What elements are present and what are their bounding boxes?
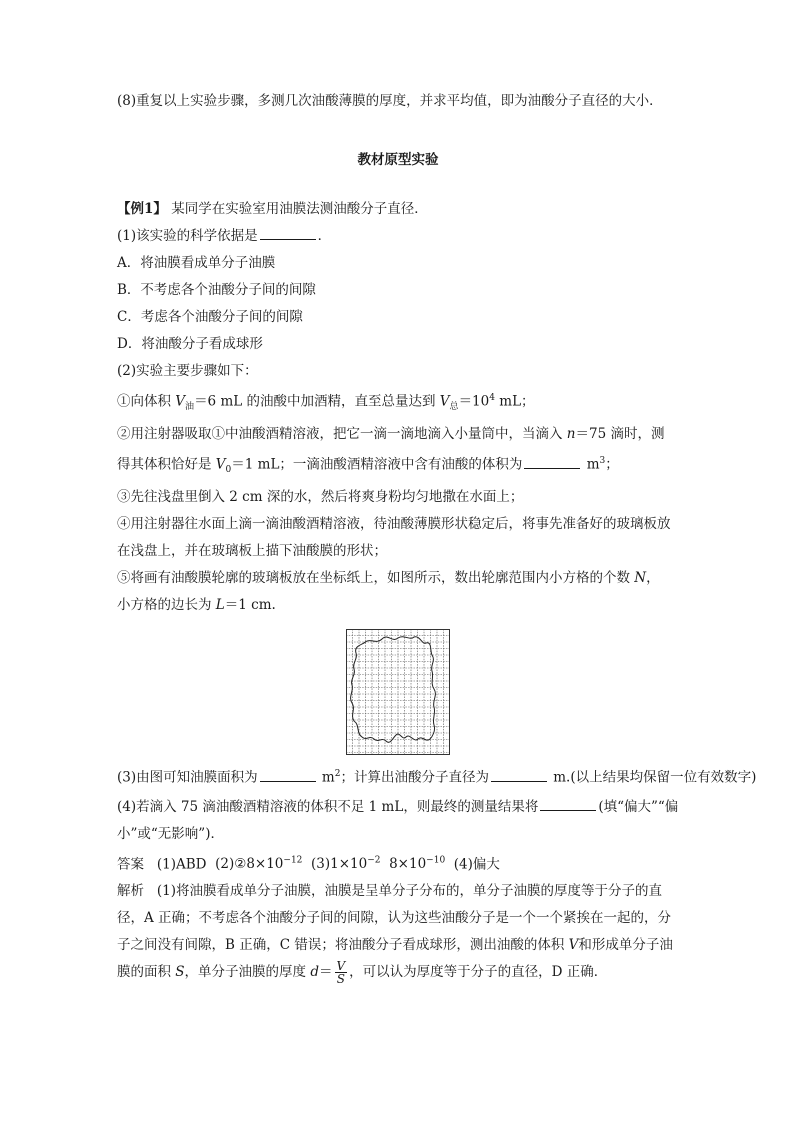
content-area — [117, 88, 757, 987]
step-5-line-1 — [117, 565, 679, 592]
step-5-text-c: 小方格的边长为 — [117, 597, 216, 614]
step-4: ④用注射器往水面上滴一滴油酸酒精溶液，待油酸薄膜形状稳定后，将事先准备好的玻璃板放在浅盘上，并在玻璃板上描下油酸膜的形状； — [117, 516, 671, 560]
step-5-text: ⑤将画有油酸膜轮廓的玻璃板放在坐标纸上，如图所示，数出轮廓范围内小方格的个数 — [117, 570, 635, 587]
sub-total: 总 — [449, 402, 459, 413]
var-v: V — [175, 393, 186, 410]
analysis — [117, 878, 679, 986]
answer-blank — [491, 767, 547, 782]
question-1 — [117, 223, 679, 250]
step-2-text: ②用注射器吸取①中油酸酒精溶液，把它一滴一滴地滴入小量筒中，当滴入 — [117, 426, 567, 443]
option-b: B．不考虑各个油酸分子间的间隙 — [117, 282, 316, 298]
step-2-text-c: 得其体积恰好是 — [117, 456, 216, 473]
step-1 — [117, 385, 679, 421]
question-1-text: (1)该实验的科学依据是 — [117, 228, 258, 244]
answer-3-text-b: 8×10 — [389, 856, 427, 873]
unit-m: m — [317, 769, 335, 786]
sup-2: 2 — [334, 769, 341, 780]
step8-text: (8)重复以上实验步骤，多测几次油酸薄膜的厚度，并求平均值，即为油酸分子直径的大小． — [117, 93, 663, 109]
step-3: ③先往浅盘里倒入 2 cm 深的水，然后将爽身粉均匀地撒在水面上； — [117, 489, 524, 506]
section-title: 教材原型实验 — [357, 152, 439, 168]
analysis-text-3: ，单分子油膜的厚度 — [184, 964, 311, 981]
question-2-title: (2)实验主要步骤如下： — [117, 363, 258, 379]
analysis-text-4: ，可以认为厚度等于分子的直径，D 正确． — [349, 964, 608, 981]
step-5-line-2 — [117, 592, 679, 619]
step-2-text-d: ＝1 mL；一滴油酸酒精溶液中含有油酸的体积为 — [231, 456, 523, 473]
step-5-text-d: ＝1 cm. — [224, 597, 276, 614]
answer-3 — [311, 856, 445, 872]
question-3-text: (3)由图可知油膜面积为 — [117, 769, 258, 786]
sup-4: 4 — [489, 393, 495, 403]
var-N: N — [634, 570, 647, 587]
option-d: D．将油酸分子看成球形 — [117, 336, 263, 352]
var-d: d — [310, 964, 319, 981]
example-stem: 某同学在实验室用油膜法测油酸分子直径． — [171, 201, 428, 217]
answer-3-exp: −2 — [367, 855, 381, 866]
step-1-text: ①向体积 — [117, 393, 176, 410]
answer-3-exp-b: −10 — [426, 855, 446, 866]
answer-blank — [260, 225, 316, 240]
answer-3-text: (3)1×10 — [311, 856, 368, 873]
oil-film-figure — [117, 629, 679, 755]
fraction-v-over-s — [335, 960, 348, 985]
question-3-text-d: m.(以上结果均保留一位有效数字) — [548, 769, 757, 786]
step-2-text-b: ＝75 滴时，测 — [575, 426, 665, 443]
fraction-denominator: S — [336, 972, 345, 987]
sub-oil: 油 — [185, 402, 195, 413]
question-3-text-c: ；计算出油酸分子直径为 — [340, 769, 489, 786]
analysis-text: (1)将油膜看成单分子油膜，油膜是呈单分子分布的，单分子油膜的厚度等于分子的直径，A 正确；不考虑各个油酸分子间的间隙，认为这些油酸分子是一个一个紧挨在一起的，分子之间没有间隙，B 正确，C 错误；将油酸分子看成球形，测出油酸的体积 — [117, 883, 672, 954]
answer-4: (4)偏大 — [453, 856, 500, 873]
answer-line — [117, 848, 679, 879]
unit-m: m — [582, 456, 600, 473]
grid-with-oil-outline — [346, 629, 450, 755]
example-heading — [117, 196, 679, 223]
analysis-label: 解析 — [117, 883, 144, 900]
question-4-text-b: (填“偏大”“偏小”或“无影响”)． — [117, 798, 679, 842]
answer-2-text: (2)②8×10 — [215, 856, 284, 873]
step-5-comma: ， — [646, 570, 660, 587]
answer-blank — [540, 796, 596, 811]
answer-label: 答案 — [117, 856, 144, 873]
fraction-numerator: V — [336, 959, 346, 974]
example-tag: 【例1】 — [117, 201, 167, 217]
var-n: n — [566, 426, 576, 443]
question-4-text: (4)若滴入 75 滴油酸酒精溶液的体积不足 1 mL，则最终的测量结果将 — [117, 798, 539, 815]
var-V: V — [568, 937, 579, 954]
var-S: S — [175, 964, 185, 981]
var-L: L — [215, 597, 225, 614]
semicolon: ； — [605, 456, 619, 473]
option-a: A．将油膜看成单分子油膜 — [117, 255, 276, 271]
answer-2-exp: −12 — [283, 855, 303, 866]
question-4 — [117, 794, 679, 848]
var-v-total: V — [439, 393, 450, 410]
sub-0: 0 — [225, 465, 232, 476]
var-v0: V — [215, 456, 226, 473]
answer-blank — [260, 767, 316, 782]
option-c: C．考虑各个油酸分子间的间隙 — [117, 309, 303, 325]
sup-3: 3 — [599, 456, 606, 467]
step-1-text-b: ＝6 mL 的油酸中加酒精，直至总量达到 — [194, 393, 440, 410]
answer-2 — [215, 856, 302, 872]
step-1-text-d: mL； — [494, 393, 535, 410]
answer-blank — [524, 454, 580, 469]
step-2-line-1 — [117, 421, 679, 448]
equals: ＝ — [319, 964, 333, 981]
question-3-line-1 — [117, 761, 757, 792]
answer-1: (1)ABD — [156, 856, 207, 873]
step-2-line-2 — [117, 448, 679, 484]
step-1-text-c: ＝10 — [458, 393, 490, 410]
question-1-suffix: ． — [317, 228, 332, 244]
analysis-text-2: 和形成单分子油膜的面积 — [117, 937, 673, 981]
